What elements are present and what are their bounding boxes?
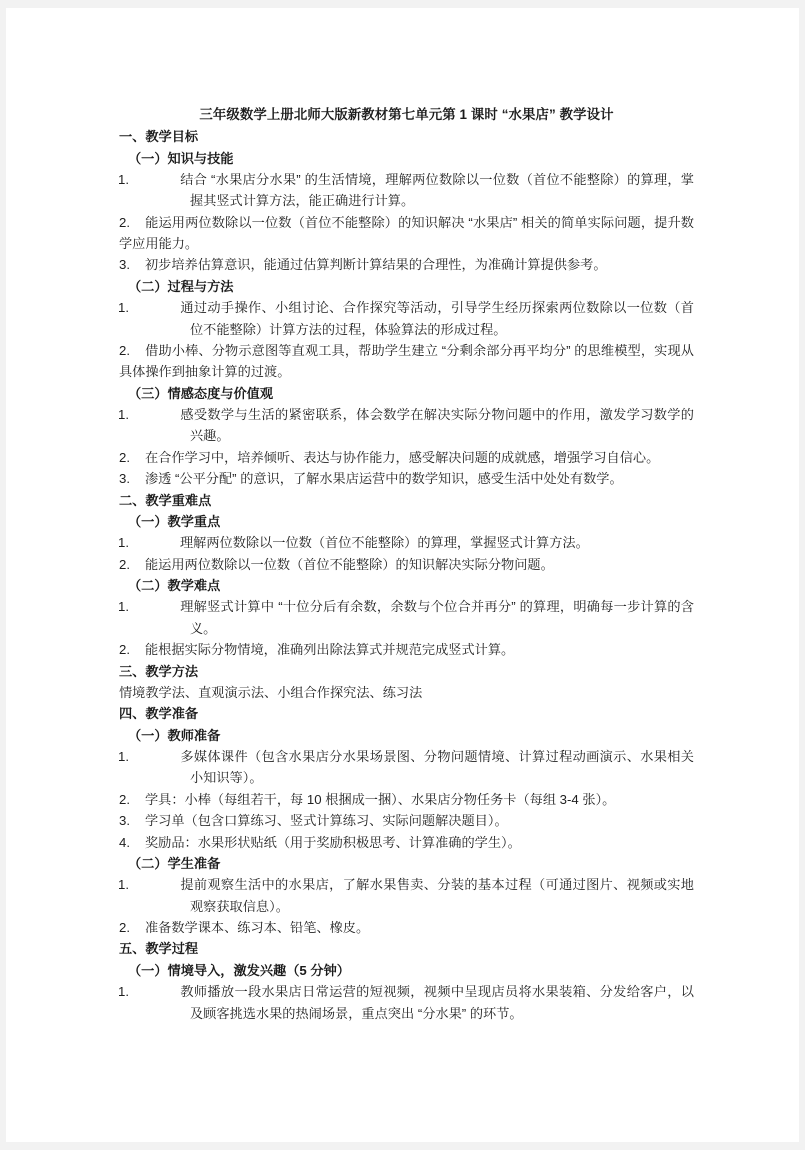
list-item-text: 能根据实际分物情境，准确列出除法算式并规范完成竖式计算。 <box>145 642 515 658</box>
list-item-text: 渗透 “公平分配” 的意识，了解水果店运营中的数学知识，感受生活中处处有数学。 <box>145 471 623 487</box>
list-item-text: 能运用两位数除以一位数（首位不能整除）的知识解决 “水果店” 相关的简单实际问题，提升数学应用能力。 <box>119 214 694 252</box>
numbered-list-item <box>119 917 694 938</box>
numbered-list-item <box>119 340 694 383</box>
list-item-number: 2. <box>119 342 130 358</box>
numbered-list-item <box>119 639 694 660</box>
list-item-text: 学具：小棒（每组若干，每 10 根捆成一捆）、水果店分物任务卡（每组 3-4 张）。 <box>145 791 616 807</box>
list-item-number: 2. <box>119 642 130 658</box>
list-item-text: 准备数学课本、练习本、铅笔、橡皮。 <box>145 920 370 936</box>
numbered-list-item <box>119 789 694 810</box>
list-item-number: 1. <box>118 407 129 423</box>
list-item-text: 教师播放一段水果店日常运营的短视频，视频中呈现店员将水果装箱、分发给客户，以及顾客挑选水果的热闹场景，重点突出 “分水果” 的环节。 <box>180 984 694 1021</box>
list-item-number: 2. <box>119 920 130 936</box>
section-heading-level-2: （一）教学重点 <box>128 513 221 529</box>
document-body <box>119 104 694 1024</box>
section-heading-level-2: （一）情境导入，激发兴趣（5 分钟） <box>128 962 350 978</box>
section-heading-level-2: （一）知识与技能 <box>128 150 234 166</box>
document-page <box>6 8 799 1142</box>
list-item-number: 1. <box>118 877 129 893</box>
list-item-number: 1. <box>118 171 129 187</box>
list-item-number: 4. <box>119 834 130 850</box>
body-paragraph: 情境教学法、直观演示法、小组合作探究法、练习法 <box>119 684 423 700</box>
list-item-number: 2. <box>119 556 130 572</box>
section-heading-level-2: （二）教学难点 <box>128 578 221 594</box>
list-item-number: 1. <box>118 300 129 316</box>
list-item-text: 通过动手操作、小组讨论、合作探究等活动，引导学生经历探索两位数除以一位数（首位不能整除）计算方法的过程，体验算法的形成过程。 <box>180 300 694 337</box>
list-item-text: 提前观察生活中的水果店，了解水果售卖、分装的基本过程（可通过图片、视频或实地观察获取信息）。 <box>180 877 694 914</box>
list-item-text: 初步培养估算意识，能通过估算判断计算结果的合理性，为准确计算提供参考。 <box>145 257 607 273</box>
numbered-list-item <box>119 554 694 575</box>
section-heading-level-1: 四、教学准备 <box>119 706 199 722</box>
section-heading-level-1: 五、教学过程 <box>119 941 199 957</box>
numbered-list-item-nested <box>119 981 694 1024</box>
list-item-text: 能运用两位数除以一位数（首位不能整除）的知识解决实际分物问题。 <box>145 556 554 572</box>
section-heading-level-2: （一）教师准备 <box>128 727 221 743</box>
section-heading-level-2: （二）学生准备 <box>128 855 221 871</box>
list-item-text: 结合 “水果店分水果” 的生活情境，理解两位数除以一位数（首位不能整除）的算理，掌握其竖式计算方法，能正确进行计算。 <box>180 171 694 209</box>
section-heading-level-1: 二、教学重难点 <box>119 492 212 508</box>
document-block-list <box>119 126 694 1024</box>
document-title: 三年级数学上册北师大版新教材第七单元第 1 课时 “水果店” 教学设计 <box>199 107 614 122</box>
numbered-list-item-nested <box>119 596 694 639</box>
list-item-number: 1. <box>118 749 129 765</box>
list-item-number: 3. <box>119 471 130 487</box>
section-heading-level-1: 一、教学目标 <box>119 129 199 145</box>
numbered-list-item <box>119 810 694 831</box>
list-item-number: 1. <box>118 984 129 1000</box>
section-heading-level-2: （二）过程与方法 <box>128 278 234 294</box>
numbered-list-item-nested <box>119 532 694 553</box>
numbered-list-item-nested <box>119 746 694 789</box>
numbered-list-item <box>119 468 694 489</box>
list-item-text: 学习单（包含口算练习、竖式计算练习、实际问题解决题目）。 <box>145 813 508 829</box>
numbered-list-item <box>119 832 694 853</box>
numbered-list-item-nested <box>119 874 694 917</box>
list-item-text: 感受数学与生活的紧密联系，体会数学在解决实际分物问题中的作用，激发学习数学的兴趣。 <box>180 407 694 444</box>
list-item-number: 1. <box>118 599 129 615</box>
numbered-list-item <box>119 212 694 255</box>
list-item-number: 2. <box>119 449 130 465</box>
list-item-number: 2. <box>119 791 130 807</box>
list-item-number: 3. <box>119 257 130 273</box>
list-item-text: 借助小棒、分物示意图等直观工具，帮助学生建立 “分剩余部分再平均分” 的思维模型，实现从具体操作到抽象计算的过渡。 <box>119 342 694 380</box>
numbered-list-item <box>119 447 694 468</box>
list-item-text: 理解两位数除以一位数（首位不能整除）的算理，掌握竖式计算方法。 <box>180 535 589 551</box>
list-item-number: 2. <box>119 214 130 230</box>
list-item-number: 3. <box>119 813 130 829</box>
numbered-list-item-nested <box>119 169 694 212</box>
list-item-text: 理解竖式计算中 “十位分后有余数，余数与个位合并再分” 的算理，明确每一步计算的含义。 <box>180 599 694 636</box>
numbered-list-item <box>119 254 694 275</box>
list-item-text: 多媒体课件（包含水果店分水果场景图、分物问题情境、计算过程动画演示、水果相关小知识等）。 <box>180 749 694 786</box>
list-item-text: 在合作学习中，培养倾听、表达与协作能力，感受解决问题的成就感，增强学习自信心。 <box>145 449 660 465</box>
section-heading-level-2: （三）情感态度与价值观 <box>128 385 274 401</box>
list-item-number: 1. <box>118 535 129 551</box>
numbered-list-item-nested <box>119 297 694 340</box>
list-item-text: 奖励品：水果形状贴纸（用于奖励积极思考、计算准确的学生）。 <box>145 834 521 850</box>
numbered-list-item-nested <box>119 404 694 447</box>
section-heading-level-1: 三、教学方法 <box>119 663 199 679</box>
